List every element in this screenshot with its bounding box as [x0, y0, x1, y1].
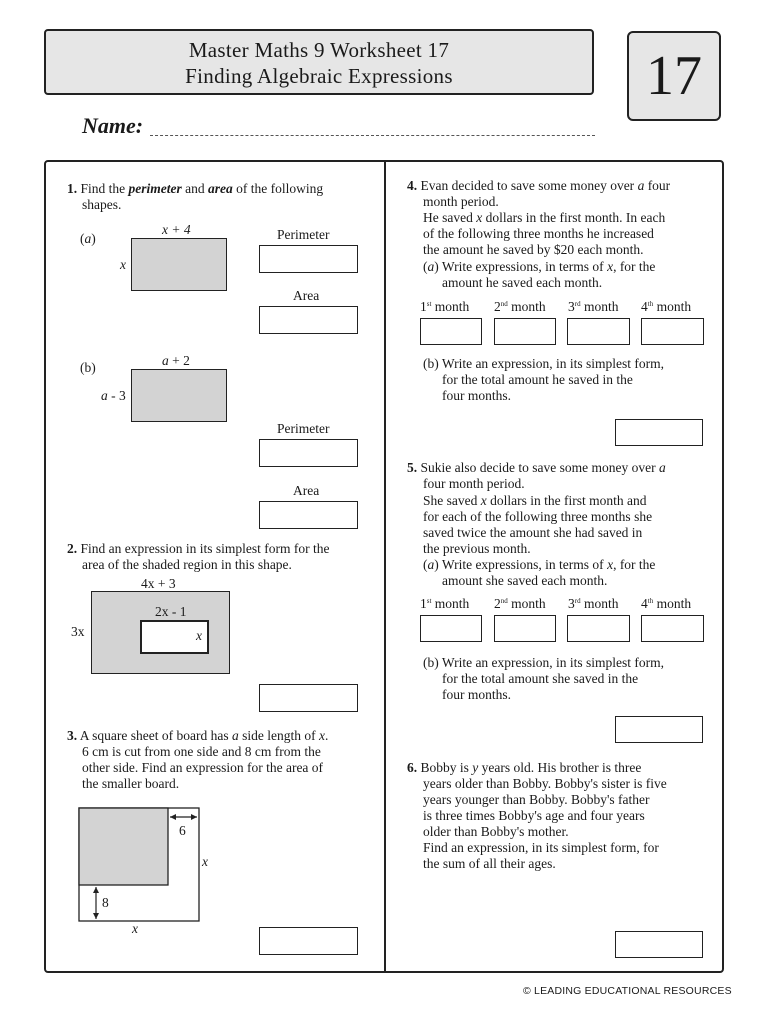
q4-line1: 4. Evan decided to save some money over a four: [407, 178, 671, 193]
q5-line5: saved twice the amount she had saved in: [423, 525, 643, 540]
q5-month1-answer-box[interactable]: [420, 615, 482, 642]
q4-part-b-line3: four months.: [442, 388, 511, 403]
q3-cut-top-label: 6: [179, 823, 186, 838]
name-field[interactable]: [150, 135, 595, 136]
q6-line1: 6. Bobby is y years old. His brother is three: [407, 760, 642, 775]
q4-month2-label: 2nd month: [494, 299, 546, 314]
q5-month4-answer-box[interactable]: [641, 615, 704, 642]
q1b-width-label: a + 2: [162, 353, 190, 368]
q1b-area-label: Area: [293, 483, 320, 498]
q2-inner-width-label: 2x - 1: [155, 604, 187, 619]
q4-total-answer-box[interactable]: [615, 419, 703, 446]
worksheet-subtitle: Finding Algebraic Expressions: [185, 64, 453, 88]
q3-smaller-board: [79, 808, 168, 885]
q4-line4: of the following three months he increased: [423, 226, 654, 241]
q4-line5: the amount he saved by $20 each month.: [423, 242, 644, 257]
q1b-rectangle: [131, 369, 227, 422]
q4-month3-label: 3rd month: [568, 299, 619, 314]
q6-line5: older than Bobby's mother.: [423, 824, 569, 839]
q4-line2: month period.: [423, 194, 499, 209]
q2-answer-box[interactable]: [259, 684, 358, 712]
q4-month3-answer-box[interactable]: [567, 318, 630, 345]
q6-line4: is three times Bobby's age and four years: [423, 808, 645, 823]
q6-line7: the sum of all their ages.: [423, 856, 556, 871]
q5-month3-answer-box[interactable]: [567, 615, 630, 642]
q4-part-b-line2: for the total amount he saved in the: [442, 372, 633, 387]
worksheet-number: 17: [627, 31, 721, 121]
q1b-perimeter-answer-box[interactable]: [259, 439, 358, 467]
title-box: [44, 29, 594, 95]
q5-line6: the previous month.: [423, 541, 531, 556]
q5-line2: four month period.: [423, 476, 525, 491]
q2-line2: area of the shaded region in this shape.: [82, 557, 292, 572]
q3-line2: 6 cm is cut from one side and 8 cm from the: [82, 744, 321, 759]
q4-month1-answer-box[interactable]: [420, 318, 482, 345]
q6-line2: years older than Bobby. Bobby's sister is five: [423, 776, 667, 791]
q5-line1: 5. Sukie also decide to save some money over a: [407, 460, 666, 475]
q1a-perimeter-label: Perimeter: [277, 227, 330, 242]
q2-line1: 2. Find an expression in its simplest form for the: [67, 541, 330, 556]
q1a-perimeter-answer-box[interactable]: [259, 245, 358, 273]
q5-month2-label: 2nd month: [494, 596, 546, 611]
q1a-rectangle: [131, 238, 227, 291]
q3-side-bottom-label: x: [132, 921, 138, 936]
q5-month1-label: 1st month: [420, 596, 470, 611]
q4-month1-label: 1st month: [420, 299, 470, 314]
q1b-perimeter-label: Perimeter: [277, 421, 330, 436]
q5-part-b-line1: (b) Write an expression, in its simplest form,: [423, 655, 665, 670]
q4-month2-answer-box[interactable]: [494, 318, 556, 345]
q5-part-b-line3: four months.: [442, 687, 511, 702]
q5-part-b-line2: for the total amount she saved in the: [442, 671, 639, 686]
q3-cut-left-label: 8: [102, 895, 109, 910]
q1b-area-answer-box[interactable]: [259, 501, 358, 529]
q3-line3: other side. Find an expression for the area of: [82, 760, 324, 775]
q1a-label: (a): [80, 231, 96, 246]
q5-line4: for each of the following three months she: [423, 509, 653, 524]
q6-line6: Find an expression, in its simplest form, for: [423, 840, 659, 855]
q6-line3: years younger than Bobby. Bobby's father: [423, 792, 650, 807]
q3-line4: the smaller board.: [82, 776, 180, 791]
q4-part-a-line1: (a) Write expressions, in terms of x, for the: [423, 259, 656, 274]
q4-line3: He saved x dollars in the first month. In each: [423, 210, 666, 225]
q5-part-a-line1: (a) Write expressions, in terms of x, for the: [423, 557, 656, 572]
q1a-width-label: x + 4: [162, 222, 191, 237]
q1a-area-label: Area: [293, 288, 320, 303]
q2-outer-width-label: 4x + 3: [141, 576, 176, 591]
q4-month4-answer-box[interactable]: [641, 318, 704, 345]
q6-answer-box[interactable]: [615, 931, 703, 958]
q4-part-a-line2: amount he saved each month.: [442, 275, 603, 290]
q3-side-right-label: x: [202, 854, 208, 869]
q5-part-a-line2: amount she saved each month.: [442, 573, 608, 588]
q5-total-answer-box[interactable]: [615, 716, 703, 743]
column-divider: [384, 160, 386, 973]
q1b-height-label: a - 3: [101, 388, 126, 403]
q1-line1: 1. Find the perimeter and area of the following: [67, 181, 324, 196]
q3-answer-box[interactable]: [259, 927, 358, 955]
q2-inner-height-label: x: [196, 628, 202, 643]
q5-month4-label: 4th month: [641, 596, 692, 611]
q3-line1: 3. A square sheet of board has a side length of x.: [67, 728, 329, 743]
name-label: Name:: [82, 113, 144, 138]
q4-month4-label: 4th month: [641, 299, 692, 314]
q5-month3-label: 3rd month: [568, 596, 619, 611]
q2-outer-height-label: 3x: [71, 624, 85, 639]
q5-month2-answer-box[interactable]: [494, 615, 556, 642]
q1b-label: (b): [80, 360, 96, 375]
q1a-area-answer-box[interactable]: [259, 306, 358, 334]
worksheet-title: Master Maths 9 Worksheet 17: [188, 38, 450, 62]
q1-line2: shapes.: [82, 197, 122, 212]
q4-part-b-line1: (b) Write an expression, in its simplest form,: [423, 356, 665, 371]
copyright-footer: © LEADING EDUCATIONAL RESOURCES: [523, 985, 732, 997]
q5-line3: She saved x dollars in the first month and: [423, 493, 647, 508]
q3-board-diagram: [70, 800, 220, 940]
q1a-height-label: x: [120, 257, 126, 272]
